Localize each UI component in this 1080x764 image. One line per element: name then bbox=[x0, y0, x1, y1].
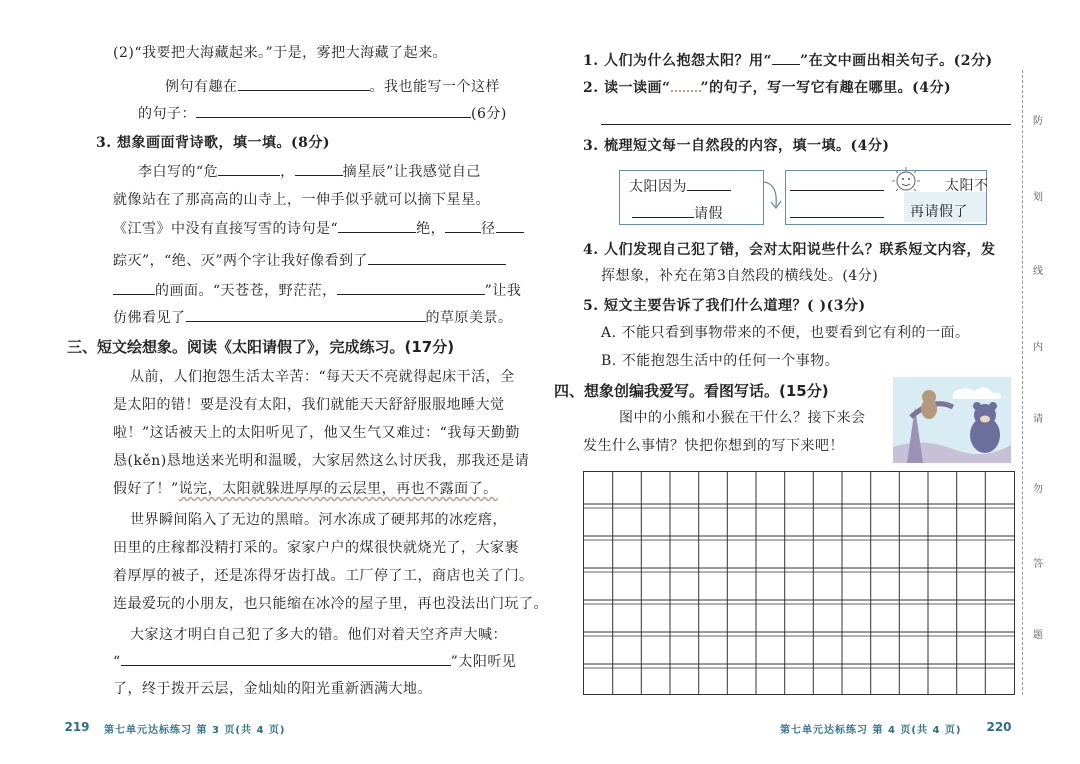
wavy-sample bbox=[671, 78, 701, 92]
binding-line bbox=[1022, 70, 1023, 695]
passage-line: 啦！”这话被天上的太阳听见了，他又生气又难过：“我每天勤勤 bbox=[113, 425, 520, 441]
blank[interactable] bbox=[121, 651, 451, 666]
r-q4-line2: 挥想象，补充在第3自然段的横线处。(4分) bbox=[601, 268, 879, 284]
blank[interactable] bbox=[496, 218, 524, 233]
passage-line: 连最爱玩的小朋友，也只能缩在冰冷的屋子里，再也没法出门玩了。 bbox=[113, 596, 548, 612]
blank[interactable] bbox=[790, 190, 884, 191]
bear-monkey-illustration bbox=[893, 377, 1011, 463]
q3-line4: 踪灭”，“绝、灭”两个字让我好像看到了 bbox=[113, 250, 506, 271]
q2-line1: 例句有趣在 。我也能写一个这样 bbox=[165, 76, 500, 97]
blank[interactable] bbox=[186, 307, 426, 322]
q2-line2: 的句子： (6分) bbox=[138, 103, 507, 124]
grid-lines bbox=[584, 472, 1014, 694]
section-3-title: 三、短文绘想象。阅读《太阳请假了》，完成练习。(17分) bbox=[67, 338, 455, 356]
flow-box-3-line2: 再请假了 bbox=[910, 204, 968, 220]
blank[interactable] bbox=[196, 103, 471, 118]
passage-line: 假好了！”说完，太阳就躲进厚厚的云层里，再也不露面了。 bbox=[113, 481, 498, 497]
blank[interactable] bbox=[337, 280, 485, 295]
r-q1: 1. 人们为什么抱怨太阳？用“ ”在文中画出相关句子。(2分) bbox=[583, 50, 993, 71]
section-4-title: 四、想象创编我爱写。看图写话。(15分) bbox=[554, 382, 829, 400]
margin-char: 防 bbox=[1033, 116, 1043, 127]
flow-box-1-line1: 太阳因为 bbox=[629, 176, 731, 197]
writing-prompt-line1: 图中的小熊和小猴在干什么？接下来会 bbox=[619, 410, 866, 426]
page-number-left: 219 bbox=[64, 720, 90, 734]
blank[interactable] bbox=[790, 217, 884, 218]
flow-box-1-line2: 请假 bbox=[632, 203, 723, 224]
flow-box-3-line1: 太阳不 bbox=[945, 178, 989, 194]
blank[interactable] bbox=[632, 203, 694, 218]
passage-line: 大家这才明白自己犯了多大的错。他们对着天空齐声大喊： bbox=[130, 627, 507, 643]
passage-line: 是太阳的错！要是没有太阳，我们就能天天舒舒服服地睡大觉 bbox=[113, 397, 505, 413]
margin-char: 请 bbox=[1033, 414, 1043, 425]
blank[interactable] bbox=[295, 161, 343, 176]
q3-line1: 李白写的“危 ， 摘星辰”让我感觉自己 bbox=[138, 161, 481, 182]
option-b: B. 不能抱怨生活中的任何一个事物。 bbox=[601, 353, 840, 369]
passage-line: 着厚厚的被子，还是冻得牙齿打战。工厂停了工，商店也关了门。 bbox=[113, 568, 534, 584]
passage-line: 田里的庄稼都没精打采的。家家户户的煤很快就烧光了，大家裹 bbox=[113, 540, 519, 556]
r-q3: 3. 梳理短文每一自然段的内容，填一填。(4分) bbox=[583, 138, 890, 154]
r-q4-line1: 4. 人们发现自己犯了错，会对太阳说些什么？联系短文内容，发 bbox=[583, 242, 996, 258]
blank[interactable] bbox=[687, 176, 731, 191]
margin-char: 答 bbox=[1033, 559, 1043, 570]
r-q5: 5. 短文主要告诉了我们什么道理？( )(3分) bbox=[583, 298, 866, 314]
q3-title: 3. 想象画面背诗歌，填一填。(8分) bbox=[96, 135, 330, 151]
margin-char: 题 bbox=[1033, 630, 1043, 641]
passage-line: “ ”太阳听见 bbox=[113, 651, 516, 672]
blank[interactable] bbox=[238, 76, 370, 91]
margin-char: 线 bbox=[1033, 266, 1043, 277]
blank[interactable] bbox=[113, 280, 155, 295]
margin-char: 划 bbox=[1033, 192, 1043, 203]
margin-char: 内 bbox=[1033, 342, 1043, 353]
writing-prompt-line2: 发生什么事情？快把你想到的写下来吧！ bbox=[583, 438, 844, 454]
q3-line3: 《江雪》中没有直接写雪的诗句是“ 绝， 径 bbox=[113, 218, 524, 239]
q3-line2: 就像站在了那高高的山寺上，一伸手似乎就可以摘下星星。 bbox=[113, 192, 490, 208]
blank[interactable] bbox=[368, 250, 506, 265]
r-q2: 2. 读一读画“ ”的句子，写一写它有趣在哪里。(4分) bbox=[583, 80, 952, 96]
q3-line6: 仿佛看见了 的草原美景。 bbox=[113, 307, 513, 328]
q2-sentence: (2)“我要把大海藏起来。”于是，雾把大海藏了起来。 bbox=[113, 45, 448, 61]
passage-line: 恳(kěn)恳地送来光明和温暖，大家居然这么讨厌我，那我还是请 bbox=[113, 453, 530, 469]
writing-grid[interactable] bbox=[583, 471, 1015, 695]
passage-line: 了，终于拨开云层，金灿灿的阳光重新洒满大地。 bbox=[113, 681, 432, 697]
wavy-underlined-sentence: 说完，太阳就躲进厚厚的云层里，再也不露面了。 bbox=[178, 481, 498, 497]
page-number-right: 220 bbox=[986, 720, 1012, 734]
footer-left: 第七单元达标练习 第 3 页(共 4 页) bbox=[104, 725, 286, 736]
q3-line5: 的画面。“天苍苍，野茫茫， ”让我 bbox=[113, 280, 521, 301]
answer-line[interactable] bbox=[601, 124, 1011, 125]
blank[interactable] bbox=[338, 218, 416, 233]
blank[interactable] bbox=[218, 161, 280, 176]
passage-line: 从前，人们抱怨生活太辛苦：“每天天不亮就得起床干活，全 bbox=[130, 369, 515, 385]
underline-sample bbox=[772, 50, 800, 65]
margin-char: 勿 bbox=[1033, 484, 1043, 495]
option-a: A. 不能只看到事物带来的不便，也要看到它有利的一面。 bbox=[601, 325, 970, 341]
blank[interactable] bbox=[445, 218, 481, 233]
passage-line: 世界瞬间陷入了无边的黑暗。河水冻成了硬邦邦的冰疙瘩， bbox=[130, 512, 507, 528]
footer-right: 第七单元达标练习 第 4 页(共 4 页) bbox=[780, 725, 962, 736]
